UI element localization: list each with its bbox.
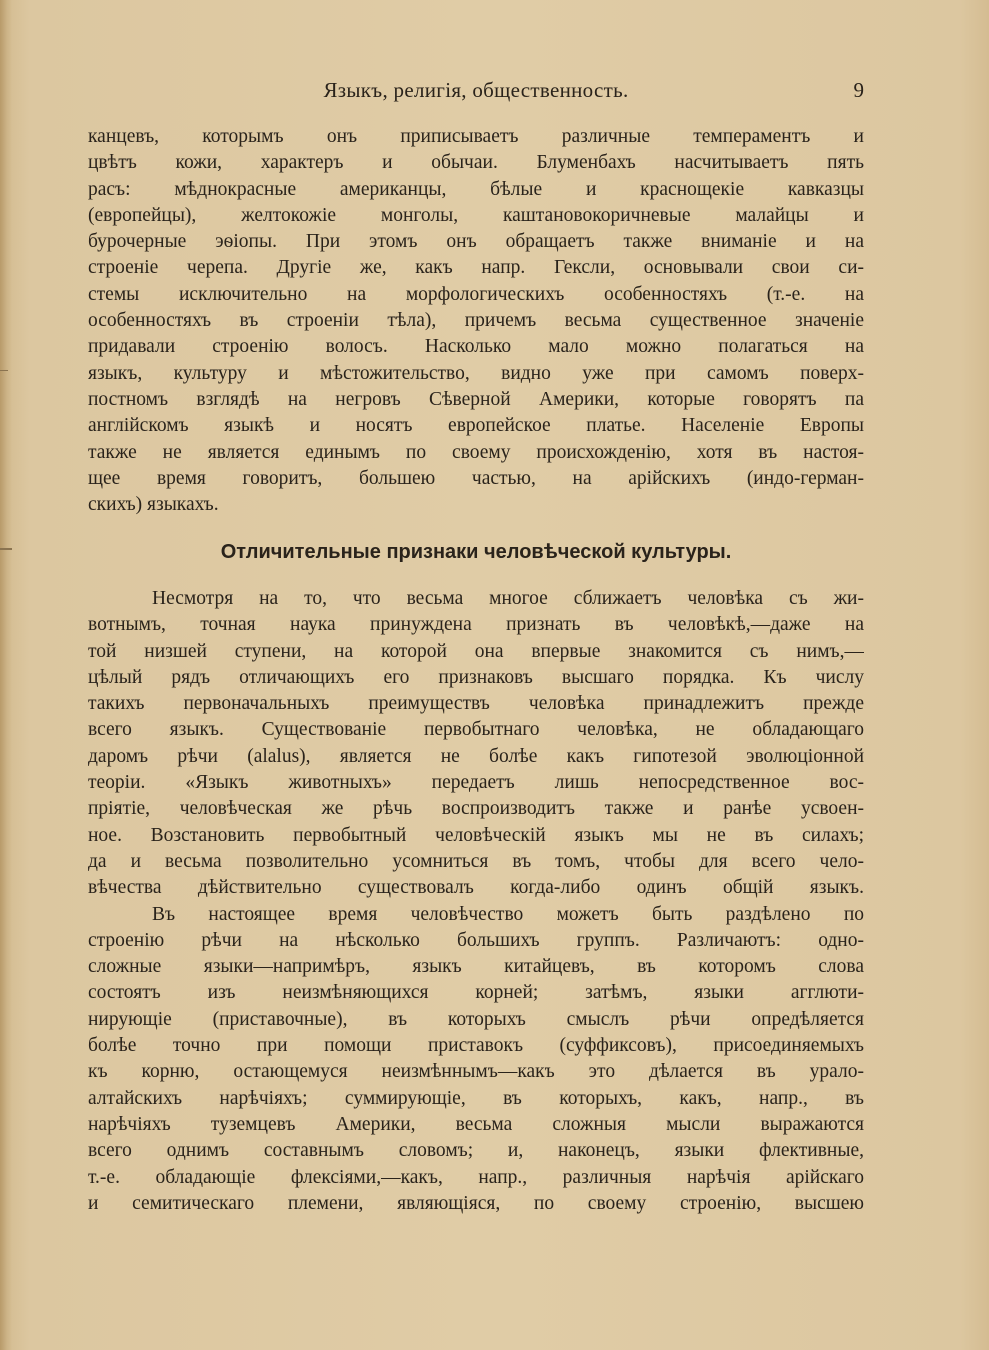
running-title: Языкъ, религія, общественность. bbox=[323, 78, 629, 102]
text-line: бурочерные эѳіопы. При этомъ онъ обращаетъ также вниманіе и на bbox=[88, 231, 864, 253]
text-line: постномъ взглядѣ на негровъ Сѣверной Америки, которые говорятъ па bbox=[88, 388, 864, 410]
text-line: канцевъ, которымъ онъ приписываетъ различные темпераментъ и bbox=[88, 126, 864, 147]
text-line: алтайскихъ нарѣчіяхъ; суммирующіе, въ которыхъ, какъ, напр., въ bbox=[88, 1087, 864, 1109]
margin-mark bbox=[0, 548, 12, 550]
text-line: цѣлый рядъ отличающихъ его признаковъ высшаго порядка. Къ числу bbox=[88, 666, 864, 688]
text-line: вотнымъ, точная наука принуждена признать въ человѣкѣ,—даже на bbox=[88, 614, 864, 636]
text-line: строеніе черепа. Другіе же, какъ напр. Гексли, основывали свои си- bbox=[88, 257, 864, 279]
text-line: всего языкъ. Существованіе первобытнаго человѣка, не обладающаго bbox=[88, 719, 864, 741]
text-line: щее время говоритъ, большею частью, на арійскихъ (индо-герман- bbox=[88, 467, 864, 489]
text-line: также не является единымъ по своему происхожденію, хотя въ настоя- bbox=[88, 441, 864, 463]
text-line: цвѣтъ кожи, характеръ и обычаи. Блуменбахъ насчитываетъ пять bbox=[88, 152, 864, 174]
text-line: теоріи. «Языкъ животныхъ» передаетъ лишь непосредственное вос- bbox=[88, 772, 864, 794]
text-line: всего однимъ составнымъ словомъ; и, наконецъ, языки флективные, bbox=[88, 1140, 864, 1162]
text-line: скихъ) языкахъ. bbox=[88, 494, 219, 516]
text-line: расъ: мѣднокрасные американцы, бѣлые и краснощекіе кавказцы bbox=[88, 178, 864, 200]
text-line: строенію рѣчи на нѣсколько большихъ группъ. Различаютъ: одно- bbox=[88, 929, 864, 951]
text-line: и семитическаго племени, являющіяся, по своему строенію, высшею bbox=[88, 1192, 864, 1214]
text-line: сложные языки—напримѣръ, языкъ китайцевъ, въ которомъ слова bbox=[88, 956, 864, 978]
text-line: вѣчества дѣйствительно существовалъ когда-либо одинъ общій языкъ. bbox=[88, 877, 864, 899]
margin-mark bbox=[0, 370, 8, 371]
paragraph-1 bbox=[88, 124, 864, 518]
page-number: 9 bbox=[853, 78, 864, 102]
text-line: къ корню, остающемуся неизмѣннымъ—какъ это дѣлается въ урало- bbox=[88, 1061, 864, 1083]
page-edge-shadow bbox=[0, 0, 12, 1350]
text-line: пріятіе, человѣческая же рѣчь воспроизводитъ также и ранѣе усвоен- bbox=[88, 798, 864, 820]
text-line: такихъ первоначальныхъ преимуществъ человѣка принадлежитъ прежде bbox=[88, 693, 864, 715]
running-head bbox=[88, 78, 864, 106]
text-line: нарѣчіяхъ туземцевъ Америки, весьма сложныя мысли выражаются bbox=[88, 1113, 864, 1135]
text-line: состоятъ изъ неизмѣняющихся корней; затѣмъ, языки агглюти- bbox=[88, 982, 864, 1004]
text-line: да и весьма позволительно усомниться въ томъ, чтобы для всего чело- bbox=[88, 850, 864, 872]
text-line: придавали строенію волосъ. Насколько мало можно полагаться на bbox=[88, 336, 864, 358]
text-line: англійскомъ языкѣ и носятъ европейское платье. Населеніе Европы bbox=[88, 415, 864, 437]
text-line: особенностяхъ въ строеніи тѣла), причемъ весьма существенное значеніе bbox=[88, 310, 864, 332]
text-line: ное. Возстановить первобытный человѣческій языкъ мы не въ силахъ; bbox=[88, 824, 864, 846]
text-line: болѣе точно при помощи приставокъ (суффиксовъ), присоединяемыхъ bbox=[88, 1035, 864, 1057]
text-line: т.-е. обладающіе флексіями,—какъ, напр., различныя нарѣчія арійскаго bbox=[88, 1166, 864, 1188]
text-line: той низшей ступени, на которой она впервые знакомится съ нимъ,— bbox=[88, 640, 864, 662]
text-line: нирующіе (приставочные), въ которыхъ смыслъ рѣчи опредѣляется bbox=[88, 1008, 864, 1030]
text-line: Несмотря на то, что весьма многое сближаетъ человѣка съ жи- bbox=[152, 588, 864, 609]
text-line: (европейцы), желтокожіе монголы, каштановокоричневые малайцы и bbox=[88, 204, 864, 226]
paragraph-2 bbox=[88, 586, 864, 1217]
text-line: даромъ рѣчи (alalus), является не болѣе какъ гипотезой эволюціонной bbox=[88, 745, 864, 767]
text-line: языкъ, культуру и мѣстожительство, видно уже при самомъ поверх- bbox=[88, 362, 864, 384]
text-line: Въ настоящее время человѣчество можетъ быть раздѣлено по bbox=[152, 903, 864, 925]
text-line: стемы исключительно на морфологическихъ особенностяхъ (т.-е. на bbox=[88, 283, 864, 305]
section-heading: Отличительные признаки человѣческой культуры. bbox=[220, 541, 732, 563]
